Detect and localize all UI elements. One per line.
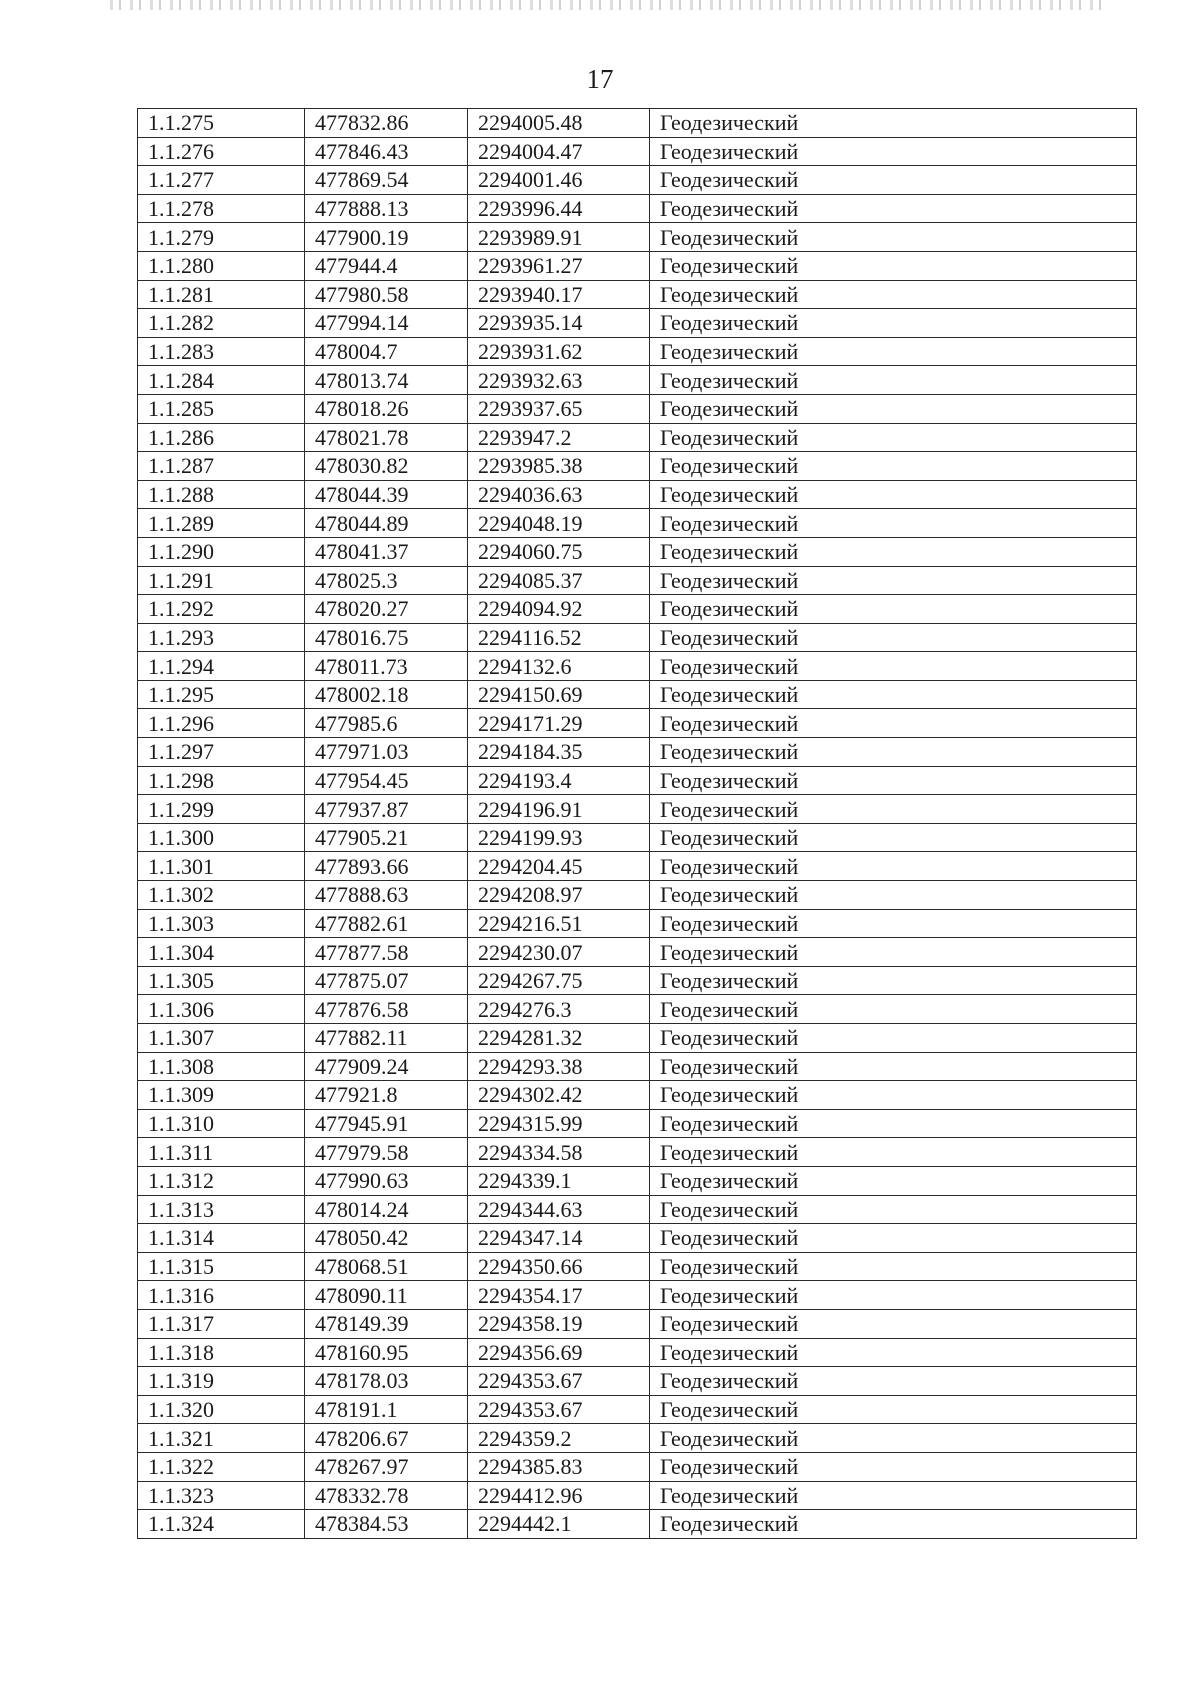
- table-row: [138, 623, 1137, 652]
- x-coordinate-cell: 478178.03: [305, 1367, 468, 1396]
- point-number-cell: 1.1.309: [138, 1081, 305, 1110]
- point-number-cell: 1.1.298: [138, 766, 305, 795]
- table-row: [138, 1510, 1137, 1539]
- method-cell: Геодезический: [650, 1481, 1137, 1510]
- point-number-cell: 1.1.305: [138, 966, 305, 995]
- y-coordinate-cell: 2294132.6: [468, 652, 650, 681]
- point-number-cell: 1.1.289: [138, 509, 305, 538]
- point-number-cell: 1.1.286: [138, 423, 305, 452]
- point-number-cell: 1.1.324: [138, 1510, 305, 1539]
- table-row: [138, 1166, 1137, 1195]
- table-row: [138, 966, 1137, 995]
- table-row: [138, 509, 1137, 538]
- y-coordinate-cell: 2294184.35: [468, 738, 650, 767]
- method-cell: Геодезический: [650, 194, 1137, 223]
- y-coordinate-cell: 2294150.69: [468, 680, 650, 709]
- x-coordinate-cell: 477945.91: [305, 1109, 468, 1138]
- point-number-cell: 1.1.288: [138, 480, 305, 509]
- x-coordinate-cell: 478004.7: [305, 337, 468, 366]
- x-coordinate-cell: 478014.24: [305, 1195, 468, 1224]
- method-cell: Геодезический: [650, 1510, 1137, 1539]
- y-coordinate-cell: 2293947.2: [468, 423, 650, 452]
- point-number-cell: 1.1.294: [138, 652, 305, 681]
- table-row: [138, 480, 1137, 509]
- x-coordinate-cell: 478025.3: [305, 566, 468, 595]
- method-cell: Геодезический: [650, 1281, 1137, 1310]
- method-cell: Геодезический: [650, 1338, 1137, 1367]
- point-number-cell: 1.1.304: [138, 938, 305, 967]
- y-coordinate-cell: 2293935.14: [468, 309, 650, 338]
- point-number-cell: 1.1.313: [138, 1195, 305, 1224]
- table-row: [138, 1309, 1137, 1338]
- x-coordinate-cell: 478050.42: [305, 1224, 468, 1253]
- method-cell: Геодезический: [650, 109, 1137, 138]
- point-number-cell: 1.1.283: [138, 337, 305, 366]
- y-coordinate-cell: 2294094.92: [468, 595, 650, 624]
- y-coordinate-cell: 2294060.75: [468, 537, 650, 566]
- y-coordinate-cell: 2294199.93: [468, 823, 650, 852]
- point-number-cell: 1.1.292: [138, 595, 305, 624]
- y-coordinate-cell: 2294208.97: [468, 881, 650, 910]
- table-row: [138, 1195, 1137, 1224]
- x-coordinate-cell: 478030.82: [305, 452, 468, 481]
- y-coordinate-cell: 2294001.46: [468, 166, 650, 195]
- x-coordinate-cell: 477980.58: [305, 280, 468, 309]
- method-cell: Геодезический: [650, 966, 1137, 995]
- y-coordinate-cell: 2293937.65: [468, 394, 650, 423]
- y-coordinate-cell: 2294267.75: [468, 966, 650, 995]
- x-coordinate-cell: 477832.86: [305, 109, 468, 138]
- table-row: [138, 537, 1137, 566]
- y-coordinate-cell: 2294359.2: [468, 1424, 650, 1453]
- table-row: [138, 680, 1137, 709]
- x-coordinate-cell: 478013.74: [305, 366, 468, 395]
- method-cell: Геодезический: [650, 709, 1137, 738]
- point-number-cell: 1.1.315: [138, 1252, 305, 1281]
- table-row: [138, 652, 1137, 681]
- point-number-cell: 1.1.279: [138, 223, 305, 252]
- method-cell: Геодезический: [650, 1452, 1137, 1481]
- x-coordinate-cell: 478018.26: [305, 394, 468, 423]
- table-row: [138, 881, 1137, 910]
- method-cell: Геодезический: [650, 566, 1137, 595]
- method-cell: Геодезический: [650, 766, 1137, 795]
- x-coordinate-cell: 477875.07: [305, 966, 468, 995]
- table-row: [138, 595, 1137, 624]
- point-number-cell: 1.1.287: [138, 452, 305, 481]
- x-coordinate-cell: 477971.03: [305, 738, 468, 767]
- method-cell: Геодезический: [650, 881, 1137, 910]
- table-row: [138, 109, 1137, 138]
- point-number-cell: 1.1.302: [138, 881, 305, 910]
- method-cell: Геодезический: [650, 137, 1137, 166]
- y-coordinate-cell: 2294385.83: [468, 1452, 650, 1481]
- table-row: [138, 709, 1137, 738]
- table-row: [138, 337, 1137, 366]
- page-number: 17: [586, 64, 614, 94]
- method-cell: Геодезический: [650, 452, 1137, 481]
- method-cell: Геодезический: [650, 1166, 1137, 1195]
- y-coordinate-cell: 2294005.48: [468, 109, 650, 138]
- point-number-cell: 1.1.312: [138, 1166, 305, 1195]
- x-coordinate-cell: 478149.39: [305, 1309, 468, 1338]
- point-number-cell: 1.1.321: [138, 1424, 305, 1453]
- method-cell: Геодезический: [650, 1024, 1137, 1053]
- table-row: [138, 251, 1137, 280]
- y-coordinate-cell: 2294350.66: [468, 1252, 650, 1281]
- x-coordinate-cell: 477876.58: [305, 995, 468, 1024]
- y-coordinate-cell: 2294171.29: [468, 709, 650, 738]
- y-coordinate-cell: 2294230.07: [468, 938, 650, 967]
- table-row: [138, 309, 1137, 338]
- point-number-cell: 1.1.282: [138, 309, 305, 338]
- method-cell: Геодезический: [650, 1367, 1137, 1396]
- method-cell: Геодезический: [650, 1309, 1137, 1338]
- y-coordinate-cell: 2294293.38: [468, 1052, 650, 1081]
- method-cell: Геодезический: [650, 1224, 1137, 1253]
- table-row: [138, 1024, 1137, 1053]
- point-number-cell: 1.1.295: [138, 680, 305, 709]
- table-row: [138, 1109, 1137, 1138]
- x-coordinate-cell: 477990.63: [305, 1166, 468, 1195]
- point-number-cell: 1.1.301: [138, 852, 305, 881]
- y-coordinate-cell: 2294204.45: [468, 852, 650, 881]
- x-coordinate-cell: 477944.4: [305, 251, 468, 280]
- y-coordinate-cell: 2294344.63: [468, 1195, 650, 1224]
- table-row: [138, 137, 1137, 166]
- x-coordinate-cell: 478020.27: [305, 595, 468, 624]
- point-number-cell: 1.1.317: [138, 1309, 305, 1338]
- point-number-cell: 1.1.276: [138, 137, 305, 166]
- method-cell: Геодезический: [650, 1195, 1137, 1224]
- y-coordinate-cell: 2294315.99: [468, 1109, 650, 1138]
- point-number-cell: 1.1.296: [138, 709, 305, 738]
- method-cell: Геодезический: [650, 909, 1137, 938]
- point-number-cell: 1.1.316: [138, 1281, 305, 1310]
- table-row: [138, 166, 1137, 195]
- x-coordinate-cell: 478021.78: [305, 423, 468, 452]
- x-coordinate-cell: 477954.45: [305, 766, 468, 795]
- table-row: [138, 1367, 1137, 1396]
- coordinates-table-body: [138, 109, 1137, 1539]
- y-coordinate-cell: 2294347.14: [468, 1224, 650, 1253]
- y-coordinate-cell: 2294334.58: [468, 1138, 650, 1167]
- y-coordinate-cell: 2293989.91: [468, 223, 650, 252]
- table-row: [138, 938, 1137, 967]
- point-number-cell: 1.1.311: [138, 1138, 305, 1167]
- coordinates-table: [137, 108, 1137, 1539]
- point-number-cell: 1.1.280: [138, 251, 305, 280]
- table-row: [138, 1281, 1137, 1310]
- method-cell: Геодезический: [650, 823, 1137, 852]
- x-coordinate-cell: 477869.54: [305, 166, 468, 195]
- method-cell: Геодезический: [650, 1252, 1137, 1281]
- method-cell: Геодезический: [650, 1052, 1137, 1081]
- point-number-cell: 1.1.322: [138, 1452, 305, 1481]
- table-row: [138, 1224, 1137, 1253]
- point-number-cell: 1.1.275: [138, 109, 305, 138]
- x-coordinate-cell: 477900.19: [305, 223, 468, 252]
- point-number-cell: 1.1.318: [138, 1338, 305, 1367]
- point-number-cell: 1.1.314: [138, 1224, 305, 1253]
- x-coordinate-cell: 477882.61: [305, 909, 468, 938]
- x-coordinate-cell: 478267.97: [305, 1452, 468, 1481]
- x-coordinate-cell: 477979.58: [305, 1138, 468, 1167]
- point-number-cell: 1.1.310: [138, 1109, 305, 1138]
- method-cell: Геодезический: [650, 852, 1137, 881]
- method-cell: Геодезический: [650, 680, 1137, 709]
- y-coordinate-cell: 2293932.63: [468, 366, 650, 395]
- x-coordinate-cell: 477877.58: [305, 938, 468, 967]
- method-cell: Геодезический: [650, 1395, 1137, 1424]
- y-coordinate-cell: 2294354.17: [468, 1281, 650, 1310]
- point-number-cell: 1.1.306: [138, 995, 305, 1024]
- y-coordinate-cell: 2294281.32: [468, 1024, 650, 1053]
- table-row: [138, 1395, 1137, 1424]
- x-coordinate-cell: 477905.21: [305, 823, 468, 852]
- point-number-cell: 1.1.308: [138, 1052, 305, 1081]
- y-coordinate-cell: 2294085.37: [468, 566, 650, 595]
- y-coordinate-cell: 2294004.47: [468, 137, 650, 166]
- point-number-cell: 1.1.320: [138, 1395, 305, 1424]
- y-coordinate-cell: 2294036.63: [468, 480, 650, 509]
- table-row: [138, 280, 1137, 309]
- y-coordinate-cell: 2294353.67: [468, 1367, 650, 1396]
- point-number-cell: 1.1.303: [138, 909, 305, 938]
- table-row: [138, 738, 1137, 767]
- table-row: [138, 423, 1137, 452]
- method-cell: Геодезический: [650, 795, 1137, 824]
- point-number-cell: 1.1.319: [138, 1367, 305, 1396]
- point-number-cell: 1.1.285: [138, 394, 305, 423]
- x-coordinate-cell: 478002.18: [305, 680, 468, 709]
- point-number-cell: 1.1.290: [138, 537, 305, 566]
- point-number-cell: 1.1.281: [138, 280, 305, 309]
- table-row: [138, 452, 1137, 481]
- point-number-cell: 1.1.277: [138, 166, 305, 195]
- y-coordinate-cell: 2294353.67: [468, 1395, 650, 1424]
- point-number-cell: 1.1.323: [138, 1481, 305, 1510]
- x-coordinate-cell: 477846.43: [305, 137, 468, 166]
- y-coordinate-cell: 2294116.52: [468, 623, 650, 652]
- method-cell: Геодезический: [650, 595, 1137, 624]
- method-cell: Геодезический: [650, 366, 1137, 395]
- table-row: [138, 1252, 1137, 1281]
- y-coordinate-cell: 2293996.44: [468, 194, 650, 223]
- y-coordinate-cell: 2293940.17: [468, 280, 650, 309]
- x-coordinate-cell: 477909.24: [305, 1052, 468, 1081]
- method-cell: Геодезический: [650, 1138, 1137, 1167]
- table-row: [138, 1481, 1137, 1510]
- method-cell: Геодезический: [650, 995, 1137, 1024]
- table-row: [138, 1052, 1137, 1081]
- table-row: [138, 366, 1137, 395]
- x-coordinate-cell: 478068.51: [305, 1252, 468, 1281]
- x-coordinate-cell: 478160.95: [305, 1338, 468, 1367]
- y-coordinate-cell: 2294339.1: [468, 1166, 650, 1195]
- y-coordinate-cell: 2294302.42: [468, 1081, 650, 1110]
- point-number-cell: 1.1.300: [138, 823, 305, 852]
- x-coordinate-cell: 478206.67: [305, 1424, 468, 1453]
- y-coordinate-cell: 2293931.62: [468, 337, 650, 366]
- method-cell: Геодезический: [650, 251, 1137, 280]
- table-row: [138, 995, 1137, 1024]
- x-coordinate-cell: 477994.14: [305, 309, 468, 338]
- method-cell: Геодезический: [650, 509, 1137, 538]
- method-cell: Геодезический: [650, 280, 1137, 309]
- y-coordinate-cell: 2294356.69: [468, 1338, 650, 1367]
- method-cell: Геодезический: [650, 394, 1137, 423]
- y-coordinate-cell: 2294442.1: [468, 1510, 650, 1539]
- x-coordinate-cell: 477937.87: [305, 795, 468, 824]
- y-coordinate-cell: 2293985.38: [468, 452, 650, 481]
- method-cell: Геодезический: [650, 1109, 1137, 1138]
- table-row: [138, 1138, 1137, 1167]
- method-cell: Геодезический: [650, 938, 1137, 967]
- table-row: [138, 566, 1137, 595]
- y-coordinate-cell: 2294358.19: [468, 1309, 650, 1338]
- table-row: [138, 1338, 1137, 1367]
- y-coordinate-cell: 2294193.4: [468, 766, 650, 795]
- table-row: [138, 394, 1137, 423]
- scan-artifact-strip: [110, 0, 1110, 10]
- x-coordinate-cell: 477888.63: [305, 881, 468, 910]
- x-coordinate-cell: 478041.37: [305, 537, 468, 566]
- x-coordinate-cell: 478044.89: [305, 509, 468, 538]
- y-coordinate-cell: 2294276.3: [468, 995, 650, 1024]
- table-row: [138, 1424, 1137, 1453]
- method-cell: Геодезический: [650, 537, 1137, 566]
- x-coordinate-cell: 477893.66: [305, 852, 468, 881]
- table-row: [138, 766, 1137, 795]
- x-coordinate-cell: 477921.8: [305, 1081, 468, 1110]
- x-coordinate-cell: 477888.13: [305, 194, 468, 223]
- point-number-cell: 1.1.307: [138, 1024, 305, 1053]
- table-row: [138, 909, 1137, 938]
- table-row: [138, 194, 1137, 223]
- x-coordinate-cell: 478011.73: [305, 652, 468, 681]
- point-number-cell: 1.1.293: [138, 623, 305, 652]
- method-cell: Геодезический: [650, 480, 1137, 509]
- x-coordinate-cell: 478016.75: [305, 623, 468, 652]
- table-row: [138, 795, 1137, 824]
- point-number-cell: 1.1.278: [138, 194, 305, 223]
- table-row: [138, 823, 1137, 852]
- y-coordinate-cell: 2294412.96: [468, 1481, 650, 1510]
- y-coordinate-cell: 2293961.27: [468, 251, 650, 280]
- point-number-cell: 1.1.291: [138, 566, 305, 595]
- table-row: [138, 1452, 1137, 1481]
- method-cell: Геодезический: [650, 738, 1137, 767]
- point-number-cell: 1.1.284: [138, 366, 305, 395]
- method-cell: Геодезический: [650, 309, 1137, 338]
- method-cell: Геодезический: [650, 166, 1137, 195]
- method-cell: Геодезический: [650, 1424, 1137, 1453]
- y-coordinate-cell: 2294196.91: [468, 795, 650, 824]
- method-cell: Геодезический: [650, 337, 1137, 366]
- y-coordinate-cell: 2294216.51: [468, 909, 650, 938]
- method-cell: Геодезический: [650, 1081, 1137, 1110]
- x-coordinate-cell: 478384.53: [305, 1510, 468, 1539]
- point-number-cell: 1.1.297: [138, 738, 305, 767]
- method-cell: Геодезический: [650, 623, 1137, 652]
- table-row: [138, 223, 1137, 252]
- point-number-cell: 1.1.299: [138, 795, 305, 824]
- x-coordinate-cell: 477882.11: [305, 1024, 468, 1053]
- x-coordinate-cell: 478332.78: [305, 1481, 468, 1510]
- y-coordinate-cell: 2294048.19: [468, 509, 650, 538]
- x-coordinate-cell: 478191.1: [305, 1395, 468, 1424]
- table-row: [138, 1081, 1137, 1110]
- method-cell: Геодезический: [650, 652, 1137, 681]
- method-cell: Геодезический: [650, 423, 1137, 452]
- table-row: [138, 852, 1137, 881]
- x-coordinate-cell: 477985.6: [305, 709, 468, 738]
- x-coordinate-cell: 478090.11: [305, 1281, 468, 1310]
- x-coordinate-cell: 478044.39: [305, 480, 468, 509]
- method-cell: Геодезический: [650, 223, 1137, 252]
